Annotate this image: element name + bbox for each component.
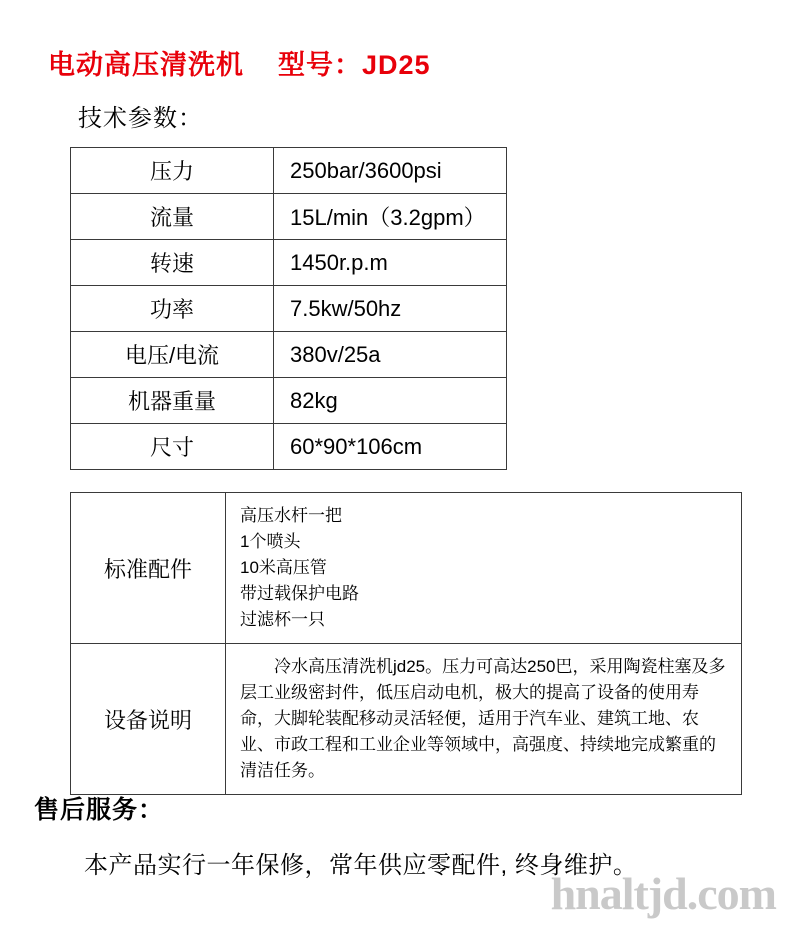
table-row [71, 194, 507, 240]
table-row [71, 148, 507, 194]
list-item: 10米高压管 [240, 558, 327, 577]
product-model: 型号：JD25 [278, 50, 431, 80]
accessories-row [71, 493, 742, 644]
service-text: 本产品实行一年保修，常年供应零配件, 终身维护。 [84, 852, 638, 879]
spec-key: 转速 [71, 240, 274, 286]
description-body [226, 644, 742, 795]
spec-key: 机器重量 [71, 378, 274, 424]
table-row [71, 286, 507, 332]
product-name: 电动高压清洗机 [48, 50, 244, 80]
spec-key: 功率 [71, 286, 274, 332]
accessories-list [226, 493, 742, 644]
spec-key: 压力 [71, 148, 274, 194]
spec-value: 1450r.p.m [274, 240, 507, 286]
description-label: 设备说明 [71, 644, 226, 795]
spec-table [70, 147, 507, 470]
spec-value: 380v/25a [274, 332, 507, 378]
description-row [71, 644, 742, 795]
spec-key: 电压/电流 [71, 332, 274, 378]
description-text: 冷水高压清洗机jd25。压力可高达250巴，采用陶瓷柱塞及多层工业级密封件，低压启动电机，极大的提高了设备的使用寿命，大脚轮装配移动灵活轻便，适用于汽车业、建筑工地、农业、市政工程和工业企业等领域中，高强度、持续地完成繁重的清洁任务。 [240, 657, 726, 780]
watermark: hnaltjd.com [550, 868, 776, 919]
spec-value: 60*90*106cm [274, 424, 507, 470]
spec-value: 82kg [274, 378, 507, 424]
accessories-label: 标准配件 [71, 493, 226, 644]
spec-section-heading: 技术参数： [78, 105, 203, 132]
list-item: 高压水杆一把 [240, 506, 342, 525]
details-table [70, 492, 742, 795]
spec-key: 流量 [71, 194, 274, 240]
table-row [71, 424, 507, 470]
table-row [71, 240, 507, 286]
list-item: 带过载保护电路 [240, 584, 359, 603]
spec-value: 15L/min（3.2gpm） [274, 194, 507, 240]
list-item: 过滤杯一只 [240, 610, 325, 629]
spec-key: 尺寸 [71, 424, 274, 470]
table-row [71, 378, 507, 424]
spec-value: 250bar/3600psi [274, 148, 507, 194]
list-item: 1个喷头 [240, 532, 301, 551]
page-title [48, 43, 431, 82]
spec-value: 7.5kw/50hz [274, 286, 507, 332]
table-row [71, 332, 507, 378]
service-heading: 售后服务： [34, 796, 165, 824]
